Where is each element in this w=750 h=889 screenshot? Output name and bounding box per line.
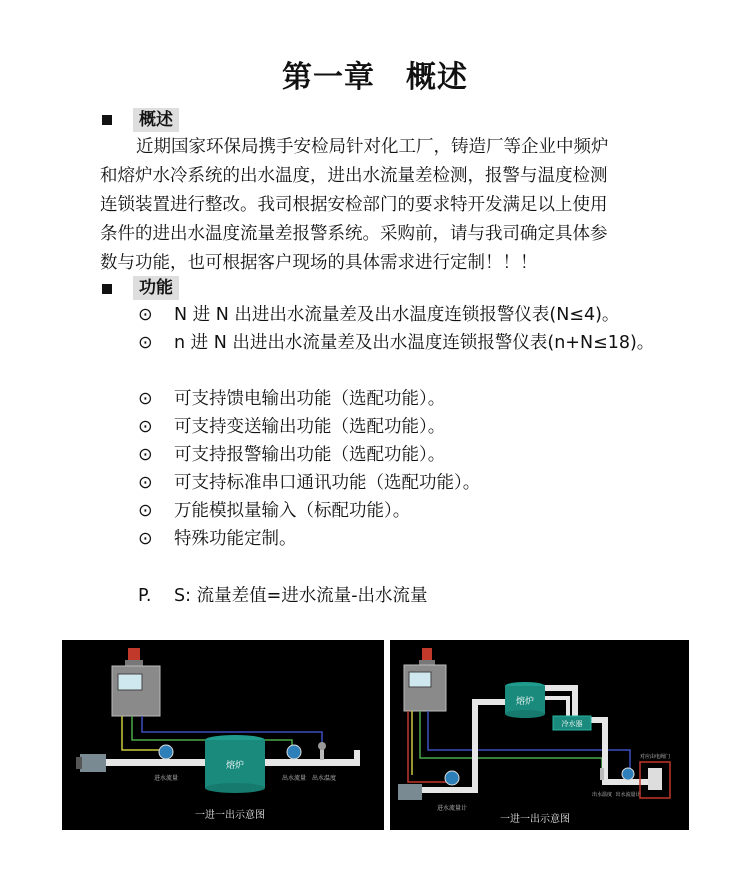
- function-item-text: n 进 N 出进出水流量差及出水温度连锁报警仪表(n+N≤18)。: [174, 333, 655, 353]
- diagram-left: [62, 640, 384, 830]
- function-item-text: 可支持变送输出功能（选配功能）。: [174, 417, 446, 437]
- function-item-text: 可支持标准串口通讯功能（选配功能）。: [174, 473, 481, 493]
- page-title: 第一章 概述: [282, 60, 468, 95]
- circle-dot-icon: ⊙: [138, 389, 153, 409]
- function-item-text: 可支持馈电输出功能（选配功能）。: [174, 389, 446, 409]
- overview-line: 数与功能，也可根据客户现场的具体需求进行定制！！！: [100, 253, 538, 273]
- function-item-text: N 进 N 出进出水流量差及出水温度连锁报警仪表(N≤4)。: [174, 305, 620, 325]
- function-item-text: 特殊功能定制。: [174, 529, 297, 549]
- overview-line: 条件的进出水温度流量差报警系统。采购前，请与我司确定具体参: [100, 224, 608, 244]
- cooler-label: 冷水器: [561, 720, 583, 728]
- overview-line: 和熔炉水冷系统的出水温度，进出水流量差检测，报警与温度检测: [100, 166, 608, 186]
- ps-note: [138, 582, 428, 610]
- circle-dot-icon: ⊙: [138, 305, 153, 325]
- overview-paragraph: [100, 133, 660, 278]
- temp-label: 出水温度: [591, 792, 613, 798]
- circle-dot-icon: ⊙: [138, 445, 153, 465]
- function-item-text: 万能模拟量输入（标配功能）。: [174, 501, 411, 521]
- outlet-temp-label: 出水温度: [311, 775, 337, 782]
- valve-label: 对应由电阀门: [639, 754, 671, 760]
- overview-line: 连锁装置进行整改。我司根据安检部门的要求特开发满足以上使用: [100, 195, 608, 215]
- section-heading-functions: 功能: [133, 276, 179, 300]
- outlet-meter-label: 出水流量计: [615, 792, 641, 798]
- furnace-label: 熔炉: [515, 697, 535, 707]
- section-heading-overview: 概述: [133, 108, 179, 132]
- circle-dot-icon: ⊙: [138, 501, 153, 521]
- diagram-caption: 一进一出示意图: [500, 814, 570, 825]
- section-bullet: [102, 284, 112, 294]
- outlet-meter-label: 出水流量: [281, 775, 307, 782]
- inlet-meter-label: 进水流量计: [436, 805, 468, 812]
- ps-text: S: 流量差值=进水流量-出水流量: [174, 586, 428, 606]
- inlet-meter-label: 进水流量: [153, 775, 179, 782]
- ps-prefix: P.: [138, 586, 152, 606]
- diagram-right: [390, 640, 689, 830]
- function-item-text: 可支持报警输出功能（选配功能）。: [174, 445, 446, 465]
- circle-dot-icon: ⊙: [138, 333, 153, 353]
- furnace-label: 熔炉: [225, 761, 245, 771]
- circle-dot-icon: ⊙: [138, 473, 153, 493]
- diagram-caption: 一进一出示意图: [195, 810, 265, 821]
- circle-dot-icon: ⊙: [138, 417, 153, 437]
- section-bullet: [102, 115, 112, 125]
- circle-dot-icon: ⊙: [138, 529, 153, 549]
- overview-line: 近期国家环保局携手安检局针对化工厂，铸造厂等企业中频炉: [136, 137, 609, 157]
